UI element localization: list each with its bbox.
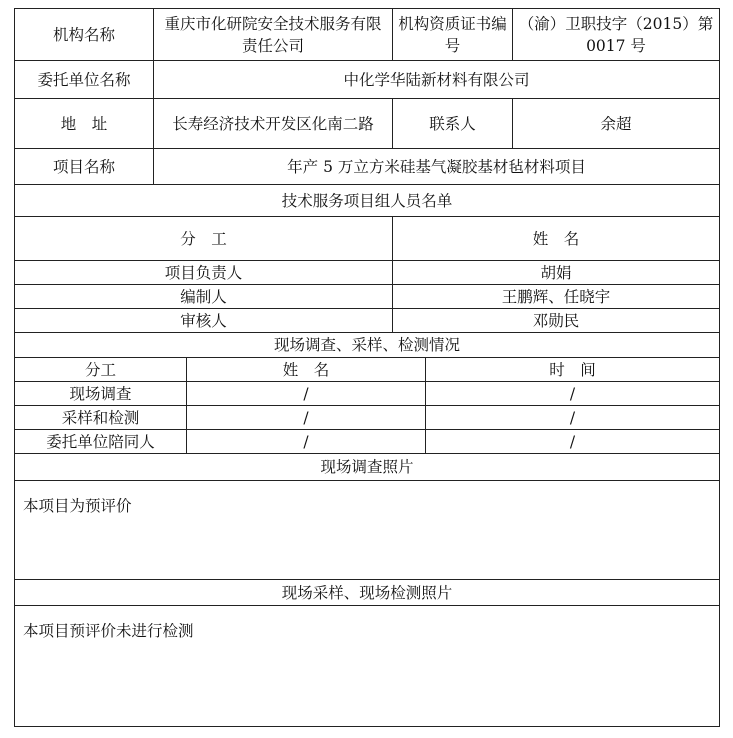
survey-row-name: / — [186, 429, 426, 454]
org-name-label: 机构名称 — [14, 8, 154, 61]
address-label: 地 址 — [14, 98, 154, 149]
survey-col-name: 姓 名 — [186, 357, 426, 382]
project-value: 年产 5 万立方米硅基气凝胶基材毡材料项目 — [153, 148, 720, 185]
survey-row-role: 采样和检测 — [14, 405, 187, 430]
team-col-name: 姓 名 — [392, 216, 720, 261]
team-row-role: 项目负责人 — [14, 260, 393, 285]
team-title: 技术服务项目组人员名单 — [14, 184, 720, 217]
team-row-name: 王鹏辉、任晓宇 — [392, 284, 720, 309]
survey-title: 现场调查、采样、检测情况 — [14, 332, 720, 358]
project-label: 项目名称 — [14, 148, 154, 185]
contact-label: 联系人 — [392, 98, 513, 149]
org-cert-value: （渝）卫职技字（2015）第 0017 号 — [512, 8, 720, 61]
org-cert-label: 机构资质证书编号 — [392, 8, 513, 61]
survey-row-time: / — [425, 405, 720, 430]
team-row-role: 编制人 — [14, 284, 393, 309]
client-label: 委托单位名称 — [14, 60, 154, 99]
team-col-role: 分 工 — [14, 216, 393, 261]
survey-photos-note: 本项目为预评价 — [23, 497, 132, 515]
survey-photos-area — [14, 480, 720, 580]
org-name-value: 重庆市化研院安全技术服务有限责任公司 — [153, 8, 393, 61]
team-row-name: 胡娟 — [392, 260, 720, 285]
sampling-photos-title: 现场采样、现场检测照片 — [14, 579, 720, 606]
client-value: 中化学华陆新材料有限公司 — [153, 60, 720, 99]
survey-col-time: 时 间 — [425, 357, 720, 382]
survey-row-name: / — [186, 405, 426, 430]
survey-row-role: 现场调查 — [14, 381, 187, 406]
sampling-photos-area — [14, 605, 720, 727]
survey-row-time: / — [425, 429, 720, 454]
team-row-name: 邓勋民 — [392, 308, 720, 333]
address-value: 长寿经济技术开发区化南二路 — [153, 98, 393, 149]
team-row-role: 审核人 — [14, 308, 393, 333]
survey-row-time: / — [425, 381, 720, 406]
survey-row-role: 委托单位陪同人 — [14, 429, 187, 454]
contact-value: 余超 — [512, 98, 720, 149]
survey-col-role: 分工 — [14, 357, 187, 382]
survey-row-name: / — [186, 381, 426, 406]
sampling-photos-note: 本项目预评价未进行检测 — [23, 622, 194, 640]
survey-photos-title: 现场调查照片 — [14, 453, 720, 481]
